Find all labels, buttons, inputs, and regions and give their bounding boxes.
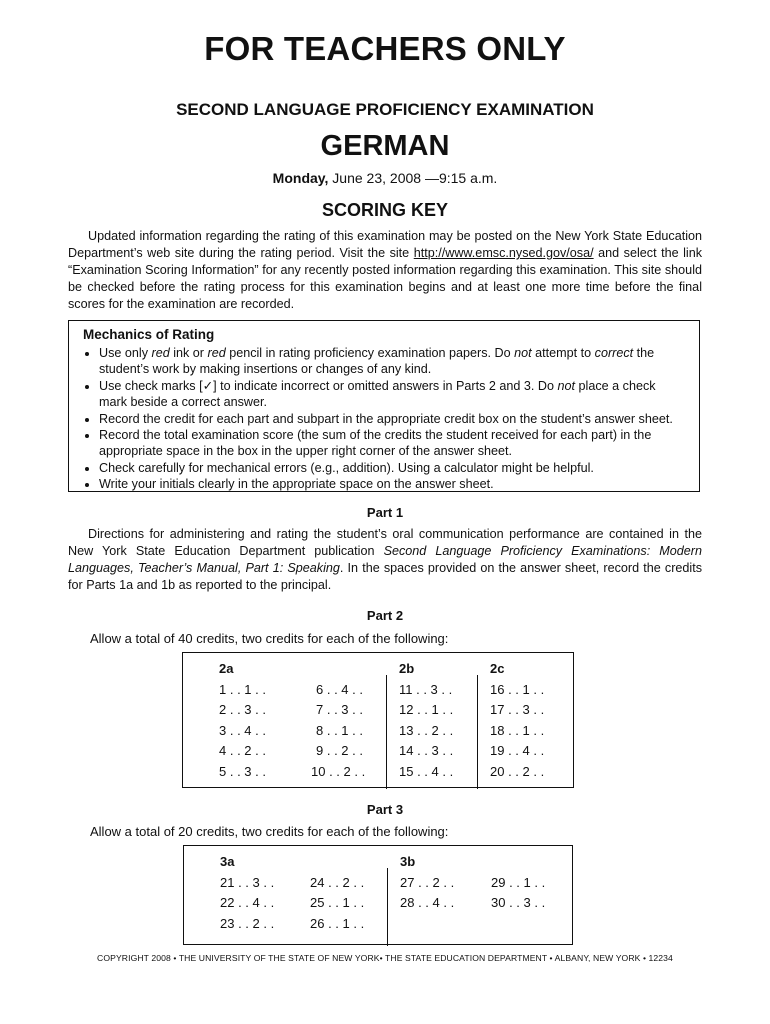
- answer-cell: 8 . . 1 . .: [316, 722, 363, 738]
- text: . In the spaces provided on the answer sheet, record the credits for Parts 1a and 1b as reported to the principal.: [68, 561, 702, 592]
- column-header: 2b: [399, 661, 415, 676]
- text: Use check marks [✓] to indicate incorrect or omitted answers in Parts 2 and 3. Do: [99, 378, 558, 393]
- part2-col-2a-cont: [311, 680, 365, 783]
- part3-answer-table: [183, 845, 573, 945]
- part2-answer-table: [182, 652, 574, 788]
- part3-allow: Allow a total of 20 credits, two credits for each of the following:: [90, 824, 449, 839]
- text-italic: correct: [594, 346, 634, 360]
- part3-heading: Part 3: [366, 802, 404, 817]
- answer-cell: 13 . . 2 . .: [399, 722, 454, 738]
- text: Use only: [99, 346, 152, 360]
- part3-col-3b: [400, 852, 454, 914]
- part1-paragraph: [68, 526, 702, 594]
- mechanics-item-record-total: • Record the total examination score (the sum of the credits the student received for each part) in the appropriate space in the box in the upper right corner of the answer sheet.: [99, 427, 687, 460]
- answer-cell: 28 . . 4 . .: [400, 895, 455, 910]
- text: pencil in rating proficiency examination papers. Do: [225, 346, 515, 360]
- text-italic: red: [151, 346, 170, 360]
- answer-cell: 26 . . 1 . .: [310, 915, 365, 931]
- answer-cell: 11 . . 3 . .: [399, 681, 453, 697]
- mechanics-item-check-marks: [99, 378, 687, 411]
- mechanics-list: [83, 345, 687, 493]
- answer-cell: 27 . . 2 . .: [400, 874, 455, 890]
- answer-cell: 16 . . 1 . .: [490, 681, 545, 697]
- answer-cell: 24 . . 2 . .: [310, 874, 365, 890]
- part2-allow: Allow a total of 40 credits, two credits for each of the following:: [90, 631, 449, 646]
- answer-cell: 6 . . 4 . .: [316, 681, 363, 697]
- answer-cell: 30 . . 3 . .: [491, 895, 546, 910]
- answer-cell: 1 . . 1 . .: [219, 681, 266, 697]
- part2-col-2c: [490, 659, 544, 782]
- exam-date-day: Monday,: [272, 170, 329, 186]
- text: attempt to: [531, 346, 595, 360]
- answer-cell: 22 . . 4 . .: [220, 895, 275, 910]
- exam-name: SECOND LANGUAGE PROFICIENCY EXAMINATION: [176, 100, 594, 119]
- mechanics-item-check-errors: • Check carefully for mechanical errors (e.g., addition). Using a calculator might be helpful.: [99, 460, 687, 476]
- mechanics-item-red-ink: [99, 345, 687, 378]
- mechanics-box: [68, 320, 700, 492]
- text-italic: not: [514, 346, 532, 360]
- answer-cell: 5 . . 3 . .: [219, 763, 266, 779]
- text-italic: red: [207, 346, 226, 360]
- scoring-key-title: SCORING KEY: [321, 200, 449, 220]
- answer-cell: 7 . . 3 . .: [316, 702, 363, 717]
- mechanics-title: Mechanics of Rating: [83, 327, 215, 342]
- answer-cell: 14 . . 3 . .: [399, 743, 454, 758]
- answer-cell: 12 . . 1 . .: [399, 702, 454, 717]
- part2-col-2a: [219, 659, 266, 782]
- exam-date-rest: June 23, 2008 —9:15 a.m.: [328, 170, 498, 186]
- answer-cell: 17 . . 3 . .: [490, 702, 545, 717]
- column-header: 2c: [490, 661, 505, 676]
- osa-link[interactable]: http://www.emsc.nysed.gov/osa/: [413, 246, 594, 260]
- part3-col-3a-cont: [310, 873, 364, 935]
- column-header: 3b: [400, 854, 416, 869]
- mechanics-item-initials: • Write your initials clearly in the appropriate space on the answer sheet.: [99, 476, 687, 492]
- answer-cell: 25 . . 1 . .: [310, 895, 365, 910]
- answer-cell: 9 . . 2 . .: [316, 743, 363, 758]
- text-italic: not: [557, 378, 576, 393]
- answer-cell: 10 . . 2 . .: [311, 763, 366, 779]
- column-divider: [387, 868, 388, 946]
- column-header: 3a: [220, 854, 235, 869]
- answer-cell: 15 . . 4 . .: [399, 763, 454, 779]
- exam-date: [0, 170, 770, 186]
- answer-cell: 23 . . 2 . .: [220, 915, 275, 931]
- answer-cell: 18 . . 1 . .: [490, 722, 545, 738]
- answer-cell: 3 . . 4 . .: [219, 722, 266, 738]
- answer-cell: 20 . . 2 . .: [490, 763, 545, 779]
- answer-cell: 19 . . 4 . .: [490, 743, 545, 758]
- column-divider: [386, 675, 387, 789]
- text: place a check mark beside a correct answer.: [99, 378, 656, 410]
- part3-col-3a: [220, 852, 274, 934]
- column-divider: [477, 675, 478, 789]
- text: the student’s work by making insertions or changes of any kind.: [99, 346, 655, 377]
- part2-col-2b: [399, 659, 453, 782]
- answer-cell: 4 . . 2 . .: [219, 743, 266, 758]
- mechanics-item-record-credit: • Record the credit for each part and subpart in the appropriate credit box on the student’s answer sheet.: [99, 411, 687, 427]
- part3-col-3b-cont: [491, 873, 545, 914]
- copyright-footer: COPYRIGHT 2008 • THE UNIVERSITY OF THE STATE OF NEW YORK• THE STATE EDUCATION DEPARTMENT • ALBANY, NEW YORK • 12234: [97, 953, 673, 963]
- intro-text-after: and select the link “Examination Scoring Information” for any recently posted information regarding this examination. This site should be checked before the rating process for this examination begins and at least one more time before the final scores for the examination are recorded.: [68, 246, 702, 311]
- text: ink or: [169, 346, 208, 360]
- answer-cell: 21 . . 3 . .: [220, 874, 275, 890]
- publication-title: Second Language Proficiency Examinations: Modern Languages, Teacher’s Manual, Part 1: Speaking: [68, 544, 702, 575]
- intro-text-before: Updated information regarding the rating of this examination may be posted on the New York State Education Department’s web site during the rating period. Visit the site: [68, 229, 702, 260]
- answer-cell: 29 . . 1 . .: [491, 874, 546, 890]
- text: Directions for administering and rating the student’s oral communication performance are contained in the New York State Education Department publication: [68, 527, 702, 558]
- column-header: 2a: [219, 661, 234, 676]
- intro-paragraph: [68, 228, 702, 313]
- answer-cell: 2 . . 3 . .: [219, 702, 266, 717]
- page-title: FOR TEACHERS ONLY: [204, 30, 566, 67]
- part1-heading: Part 1: [366, 505, 404, 520]
- exam-language: GERMAN: [320, 130, 450, 162]
- part2-heading: Part 2: [366, 608, 404, 623]
